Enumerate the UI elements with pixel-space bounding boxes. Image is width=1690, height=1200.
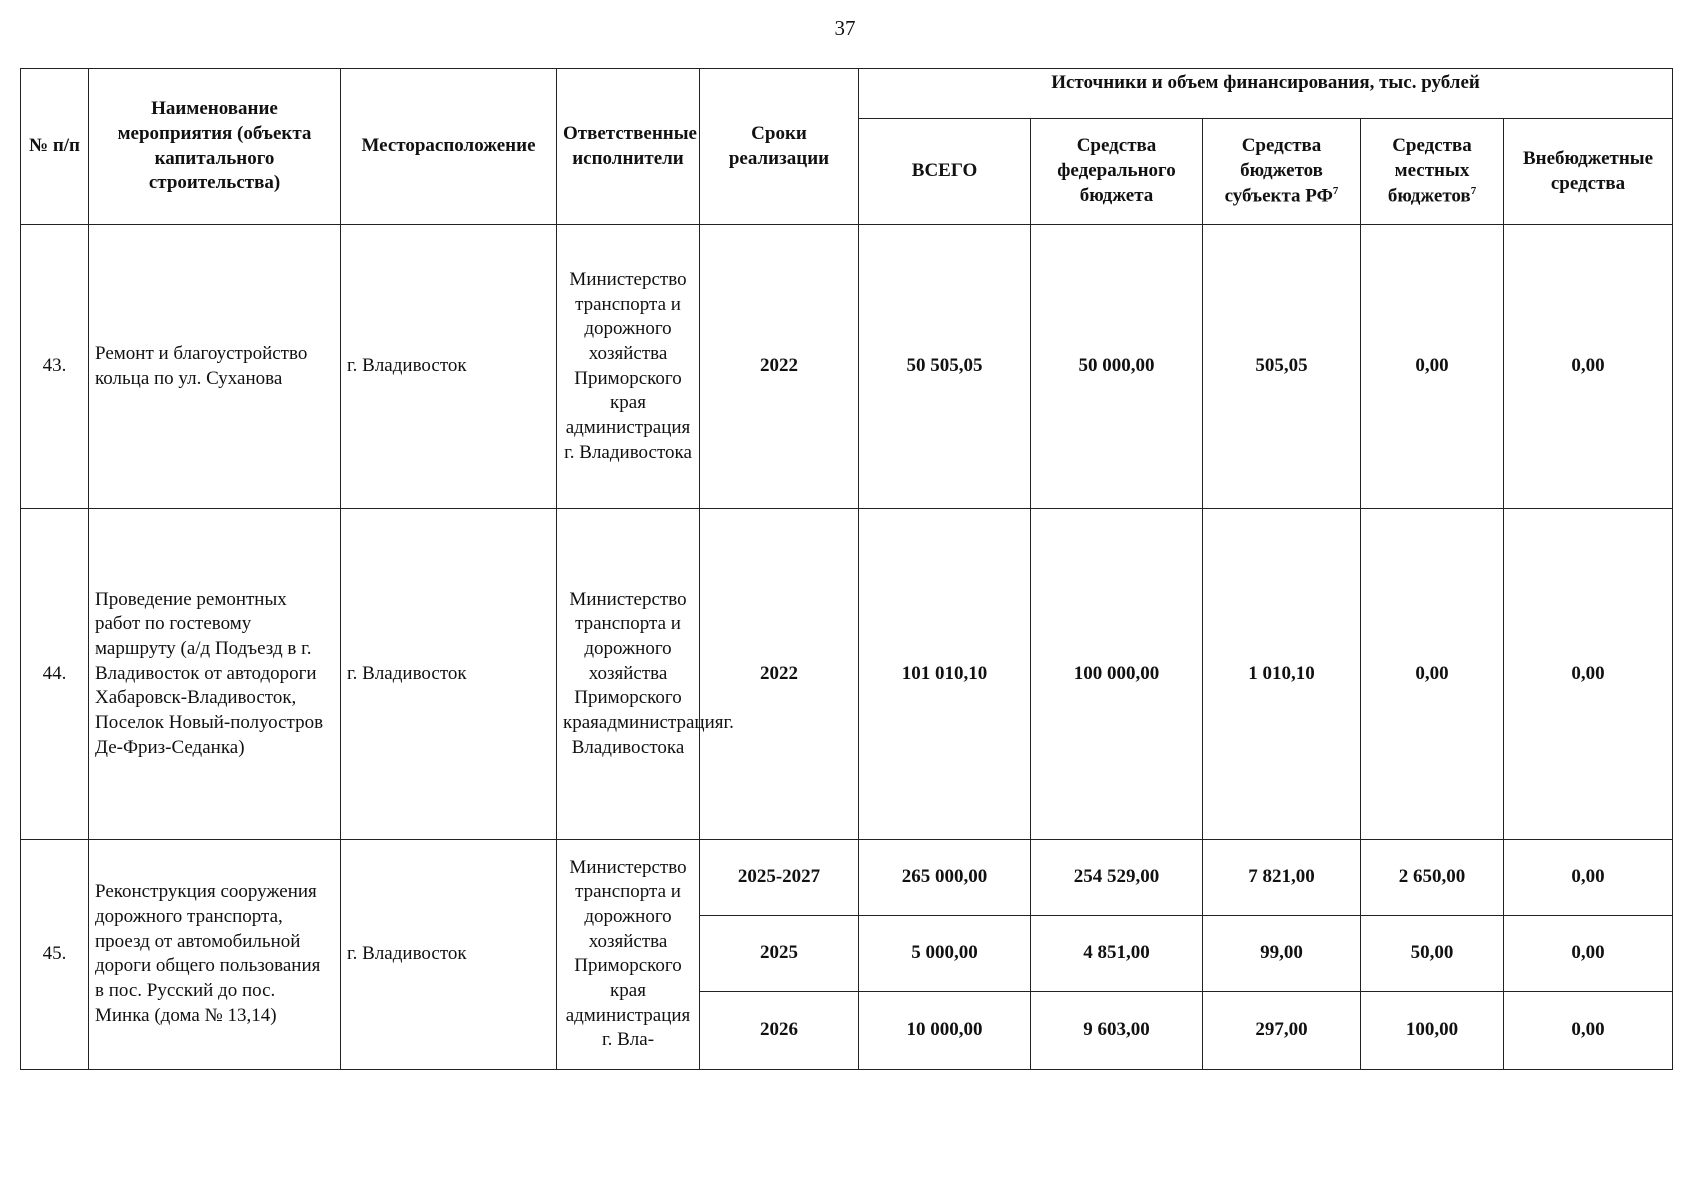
row-total: 5 000,00: [859, 915, 1031, 991]
row-term: 2022: [700, 225, 859, 509]
row-subject: 1 010,10: [1203, 509, 1361, 839]
row-local: 100,00: [1361, 991, 1504, 1069]
table-row: [21, 509, 1673, 839]
row-executors: Министерство транспорта и дорожного хозяйства Приморского краяадминистрацияг. Владивостока: [557, 509, 700, 839]
row-total: 50 505,05: [859, 225, 1031, 509]
row-total: 10 000,00: [859, 991, 1031, 1069]
row-num: 45.: [21, 839, 89, 1069]
row-extra: 0,00: [1504, 915, 1673, 991]
header-num: № п/п: [21, 69, 89, 225]
row-subject: 297,00: [1203, 991, 1361, 1069]
page-number: 37: [834, 16, 856, 40]
row-num: 44.: [21, 509, 89, 839]
row-location: г. Владивосток: [341, 225, 557, 509]
row-federal: 50 000,00: [1031, 225, 1203, 509]
row-local: 50,00: [1361, 915, 1504, 991]
row-num: 43.: [21, 225, 89, 509]
row-subject: 99,00: [1203, 915, 1361, 991]
header-extra: Внебюджетные средства: [1504, 119, 1673, 225]
row-local: 0,00: [1361, 225, 1504, 509]
row-term: 2026: [700, 991, 859, 1069]
row-extra: 0,00: [1504, 991, 1673, 1069]
row-extra: 0,00: [1504, 225, 1673, 509]
header-subject-text: Средства бюджетов субъекта РФ: [1224, 135, 1333, 206]
row-term: 2025: [700, 915, 859, 991]
row-name: Реконструкция сооружения дорожного транспорта, проезд от автомобильной дороги общего пользования в пос. Русский до пос. Минка (дома № 13,14): [89, 839, 341, 1069]
row-total: 101 010,10: [859, 509, 1031, 839]
header-executors: Ответственные исполнители: [557, 69, 700, 225]
table-row: [21, 225, 1673, 509]
header-federal: Средства федерального бюджета: [1031, 119, 1203, 225]
row-federal: 9 603,00: [1031, 991, 1203, 1069]
row-term: 2022: [700, 509, 859, 839]
row-federal: 4 851,00: [1031, 915, 1203, 991]
row-extra: 0,00: [1504, 509, 1673, 839]
header-sources-group: Источники и объем финансирования, тыс. рублей: [859, 69, 1673, 119]
header-location: Месторасположение: [341, 69, 557, 225]
row-subject: 7 821,00: [1203, 839, 1361, 915]
header-local-text: Средства местных бюджетов: [1387, 135, 1472, 206]
financing-table: [20, 68, 1673, 1070]
row-subject: 505,05: [1203, 225, 1361, 509]
header-subject-footnote: 7: [1332, 184, 1339, 197]
row-extra: 0,00: [1504, 839, 1673, 915]
row-federal: 100 000,00: [1031, 509, 1203, 839]
header-total: ВСЕГО: [859, 119, 1031, 225]
header-local-footnote: 7: [1470, 184, 1477, 197]
header-name: Наименование мероприятия (объекта капитального строительства): [89, 69, 341, 225]
row-executors: Министерство транспорта и дорожного хозяйства Приморского края администрация г. Вла-: [557, 839, 700, 1069]
row-federal: 254 529,00: [1031, 839, 1203, 915]
row-name: Ремонт и благоустройство кольца по ул. Суханова: [89, 225, 341, 509]
table-row: [21, 839, 1673, 915]
row-location: г. Владивосток: [341, 839, 557, 1069]
row-location: г. Владивосток: [341, 509, 557, 839]
header-local: [1361, 119, 1504, 225]
header-terms: Сроки реализации: [700, 69, 859, 225]
row-term: 2025-2027: [700, 839, 859, 915]
row-total: 265 000,00: [859, 839, 1031, 915]
row-executors: Министерство транспорта и дорожного хозяйства Приморского края администрация г. Владивостока: [557, 225, 700, 509]
row-local: 2 650,00: [1361, 839, 1504, 915]
row-name: Проведение ремонтных работ по гостевому маршруту (а/д Подъезд в г. Владивосток от автодороги Хабаровск-Владивосток, Поселок Новый-полуостров Де-Фриз-Седанка): [89, 509, 341, 839]
row-local: 0,00: [1361, 509, 1504, 839]
header-subject: [1203, 119, 1361, 225]
